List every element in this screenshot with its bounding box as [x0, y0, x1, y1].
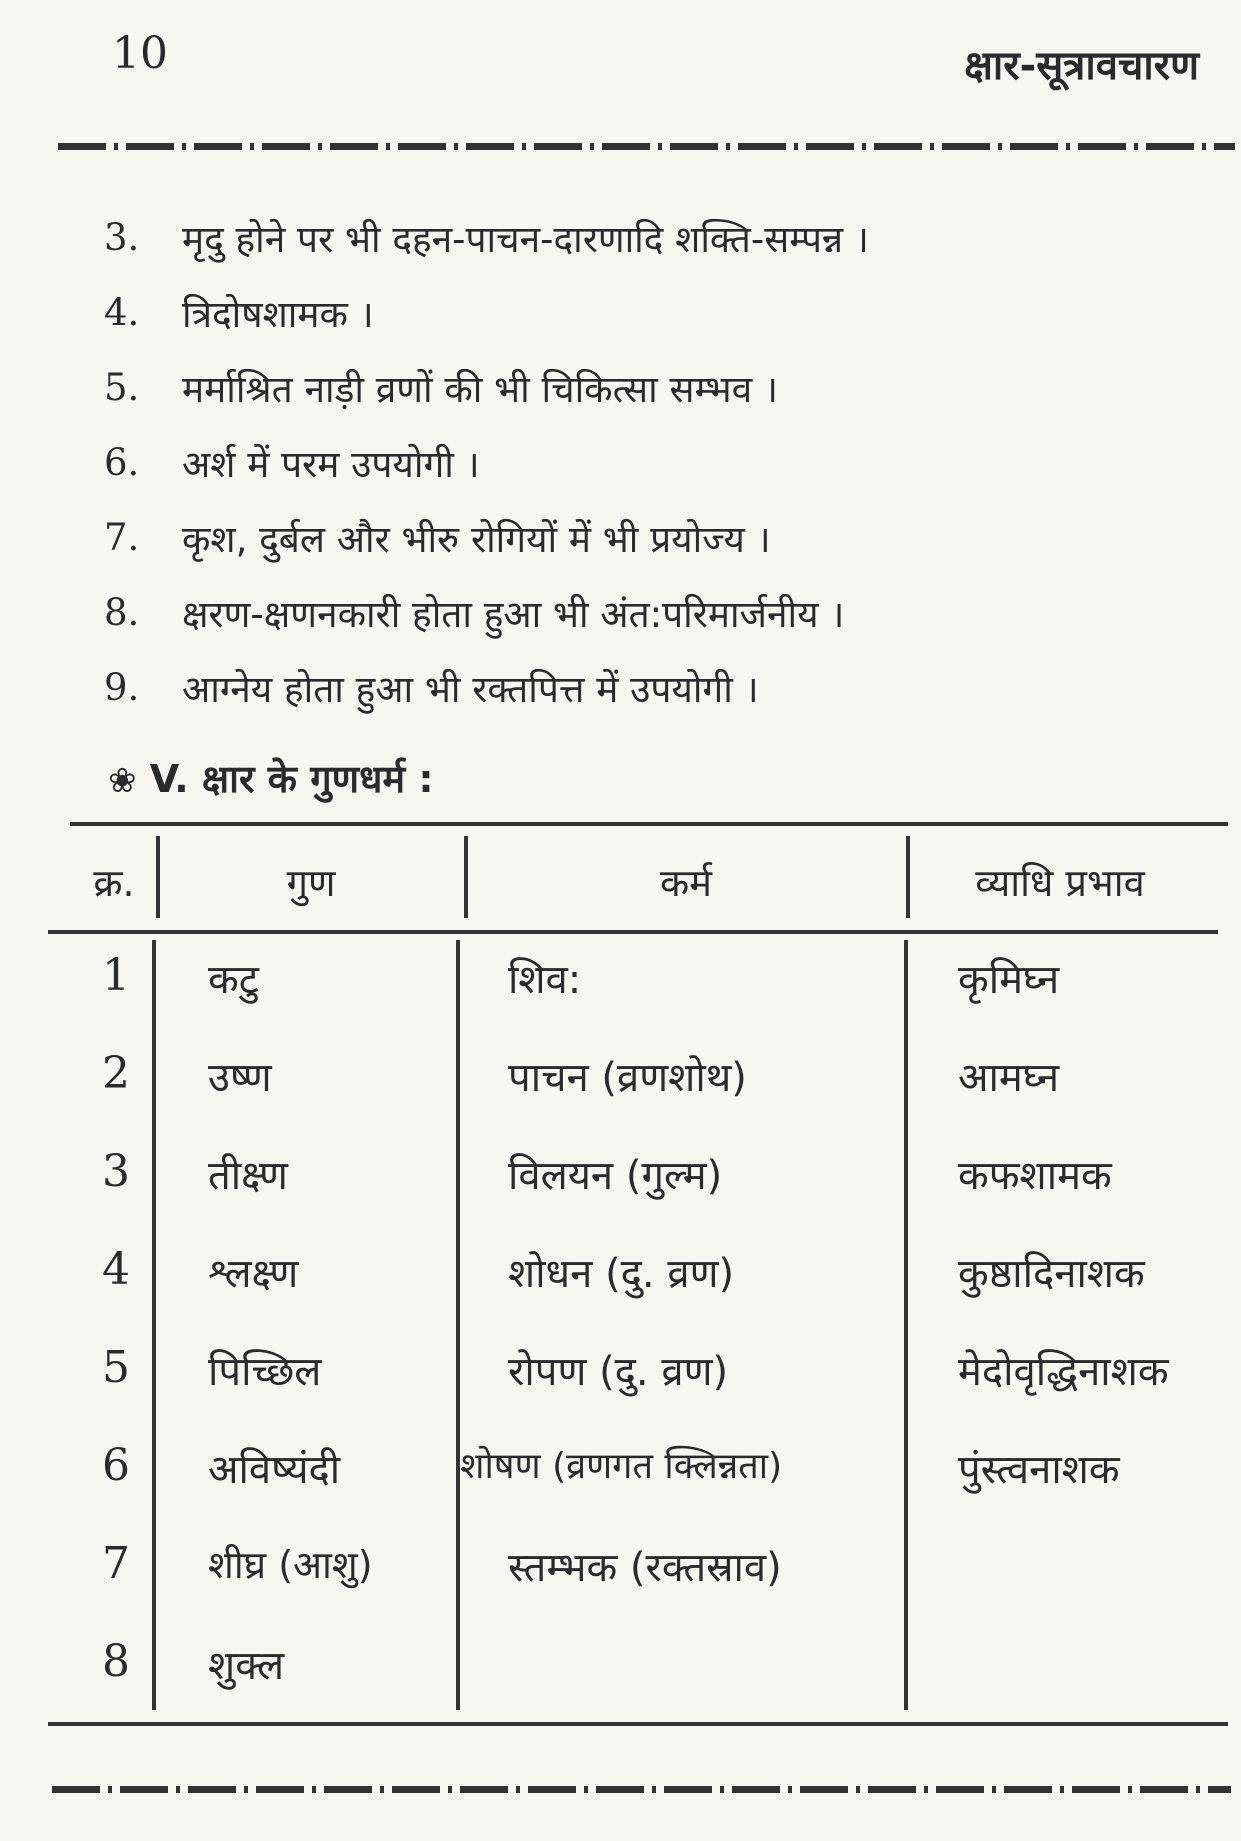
row-number: 4	[102, 1244, 130, 1295]
effect-cell: कृमिघ्न	[958, 957, 1060, 1003]
karma-cell: शिव:	[508, 957, 582, 1003]
list-item	[104, 425, 869, 500]
item-number: 5.	[104, 366, 140, 409]
column-header: व्याधि प्रभाव	[975, 861, 1145, 905]
row-number: 6	[102, 1440, 130, 1491]
list-item	[104, 500, 869, 575]
karma-cell: रोपण (दु. व्रण)	[508, 1349, 729, 1395]
guna-cell: उष्ण	[208, 1055, 272, 1101]
effect-cell: आमघ्न	[958, 1055, 1060, 1101]
item-text: त्रिदोषशामक ।	[182, 293, 374, 336]
karma-cell: पाचन (व्रणशोथ)	[508, 1055, 747, 1101]
guna-cell: शुक्ल	[208, 1643, 285, 1689]
karma-cell: शोषण (व्रणगत क्लिन्नता)	[460, 1446, 783, 1487]
column-divider	[456, 940, 460, 1710]
effect-cell: कफशामक	[958, 1153, 1112, 1199]
table-bottom-rule	[48, 1722, 1228, 1726]
column-divider	[904, 940, 908, 1710]
top-dashed-rule	[58, 143, 1235, 150]
guna-cell: शीघ्र (आशु)	[208, 1543, 373, 1587]
item-text: अर्श में परम उपयोगी ।	[182, 443, 480, 486]
item-text: आग्नेय होता हुआ भी रक्तपित्त में उपयोगी ।	[182, 668, 759, 711]
effect-cell: मेदोवृद्धिनाशक	[958, 1349, 1169, 1395]
item-text: कृश, दुर्बल और भीरु रोगियों में भी प्रयोज्य ।	[182, 518, 771, 561]
list-item	[104, 575, 869, 650]
column-header: क्र.	[93, 861, 135, 905]
section-heading	[108, 752, 434, 804]
section-number: V.	[149, 757, 189, 801]
list-item	[104, 650, 869, 725]
item-number: 9.	[104, 666, 140, 709]
table-header-rule	[48, 930, 1218, 934]
row-number: 3	[102, 1146, 130, 1197]
guna-cell: श्लक्ष्ण	[208, 1251, 299, 1297]
row-number: 7	[102, 1538, 130, 1589]
effect-cell: कुष्ठादिनाशक	[958, 1251, 1145, 1297]
list-item	[104, 200, 869, 275]
list-item	[104, 350, 869, 425]
table-top-rule	[70, 822, 1228, 826]
karma-cell: विलयन (गुल्म)	[508, 1153, 723, 1199]
row-number: 5	[102, 1342, 130, 1393]
row-number: 8	[102, 1636, 130, 1687]
item-number: 3.	[104, 216, 140, 259]
effect-cell: पुंस्त्वनाशक	[958, 1447, 1120, 1493]
flower-ornament-icon: ❀	[108, 761, 137, 801]
item-text: मृदु होने पर भी दहन-पाचन-दारणादि शक्ति-सम्पन्न ।	[182, 218, 869, 261]
list-item	[104, 275, 869, 350]
row-number: 1	[102, 950, 130, 1001]
guna-cell: कटु	[208, 957, 259, 1003]
karma-cell: स्तम्भक (रक्तस्राव)	[508, 1545, 782, 1591]
row-number: 2	[102, 1048, 130, 1099]
column-header: गुण	[286, 861, 336, 905]
page-number: 10	[112, 28, 168, 79]
guna-cell: पिच्छिल	[208, 1349, 322, 1395]
item-number: 8.	[104, 591, 140, 634]
item-text: मर्माश्रित नाड़ी व्रणों की भी चिकित्सा सम्भव ।	[182, 368, 778, 411]
column-header: कर्म	[660, 861, 712, 905]
column-divider	[152, 940, 156, 1710]
bottom-dashed-rule	[52, 1786, 1231, 1793]
properties-list	[104, 200, 869, 725]
item-text: क्षरण-क्षणनकारी होता हुआ भी अंत:परिमार्जनीय ।	[182, 593, 845, 636]
item-number: 7.	[104, 516, 140, 559]
karma-cell: शोधन (दु. व्रण)	[508, 1251, 735, 1297]
item-number: 4.	[104, 291, 140, 334]
guna-cell: अविष्यंदी	[208, 1447, 341, 1493]
section-title: क्षार के गुणधर्म :	[201, 757, 434, 801]
guna-cell: तीक्ष्ण	[208, 1153, 288, 1199]
running-head: क्षार-सूत्रावचारण	[964, 43, 1199, 89]
item-number: 6.	[104, 441, 140, 484]
